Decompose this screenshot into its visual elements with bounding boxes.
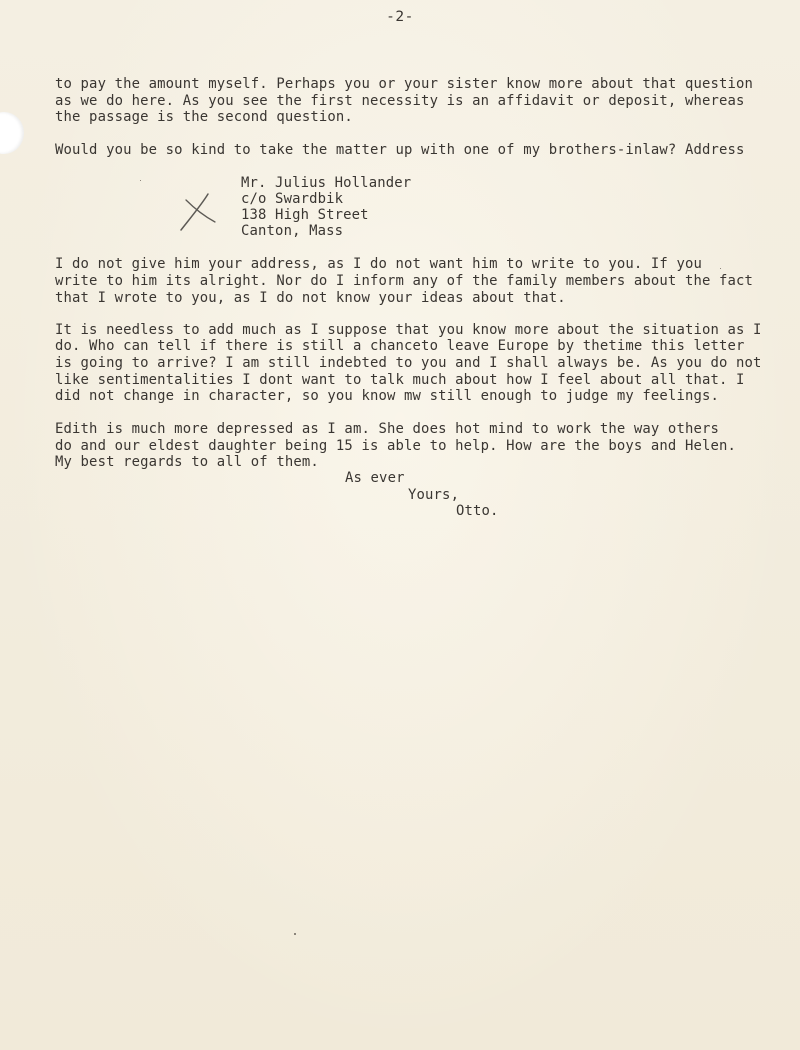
paragraph-line: is going to arrive? I am still indebted to you and I shall always be. As you do not bbox=[55, 355, 762, 371]
paragraph-line: It is needless to add much as I suppose that you know more about the situation as I bbox=[55, 322, 762, 338]
closing-line: As ever bbox=[345, 470, 405, 486]
address-line: c/o Swardbik bbox=[241, 191, 344, 207]
paper-speck bbox=[294, 933, 296, 935]
address-line: Mr. Julius Hollander bbox=[241, 175, 412, 191]
paragraph-line: do and our eldest daughter being 15 is able to help. How are the boys and Helen. bbox=[55, 438, 737, 454]
paragraph-line: write to him its alright. Nor do I inform any of the family members about the fact bbox=[55, 273, 754, 289]
signature: Otto. bbox=[456, 503, 499, 519]
paragraph-line: Edith is much more depressed as I am. She does hot mind to work the way others bbox=[55, 421, 720, 437]
paragraph-line: Would you be so kind to take the matter up with one of my brothers-inlaw? Address bbox=[55, 142, 745, 158]
punch-hole bbox=[0, 112, 24, 154]
paper-speck bbox=[720, 268, 721, 269]
paragraph-line: I do not give him your address, as I do not want him to write to you. If you bbox=[55, 256, 702, 272]
paragraph-line: do. Who can tell if there is still a chanceto leave Europe by thetime this letter bbox=[55, 338, 745, 354]
address-line: Canton, Mass bbox=[241, 223, 344, 239]
paragraph-line: as we do here. As you see the first necessity is an affidavit or deposit, whereas bbox=[55, 93, 745, 109]
paragraph-line: to pay the amount myself. Perhaps you or your sister know more about that question bbox=[55, 76, 754, 92]
paragraph-line: like sentimentalities I dont want to talk much about how I feel about all that. I bbox=[55, 372, 745, 388]
paper-speck bbox=[140, 180, 141, 181]
page-number: -2- bbox=[386, 9, 414, 25]
address-line: 138 High Street bbox=[241, 207, 369, 223]
paragraph-line: did not change in character, so you know mw still enough to judge my feelings. bbox=[55, 388, 720, 404]
closing-line: Yours, bbox=[408, 487, 460, 503]
paragraph-line: that I wrote to you, as I do not know your ideas about that. bbox=[55, 290, 566, 306]
pencil-x-mark bbox=[178, 192, 218, 232]
paragraph-line: My best regards to all of them. bbox=[55, 454, 319, 470]
paragraph-line: the passage is the second question. bbox=[55, 109, 353, 125]
